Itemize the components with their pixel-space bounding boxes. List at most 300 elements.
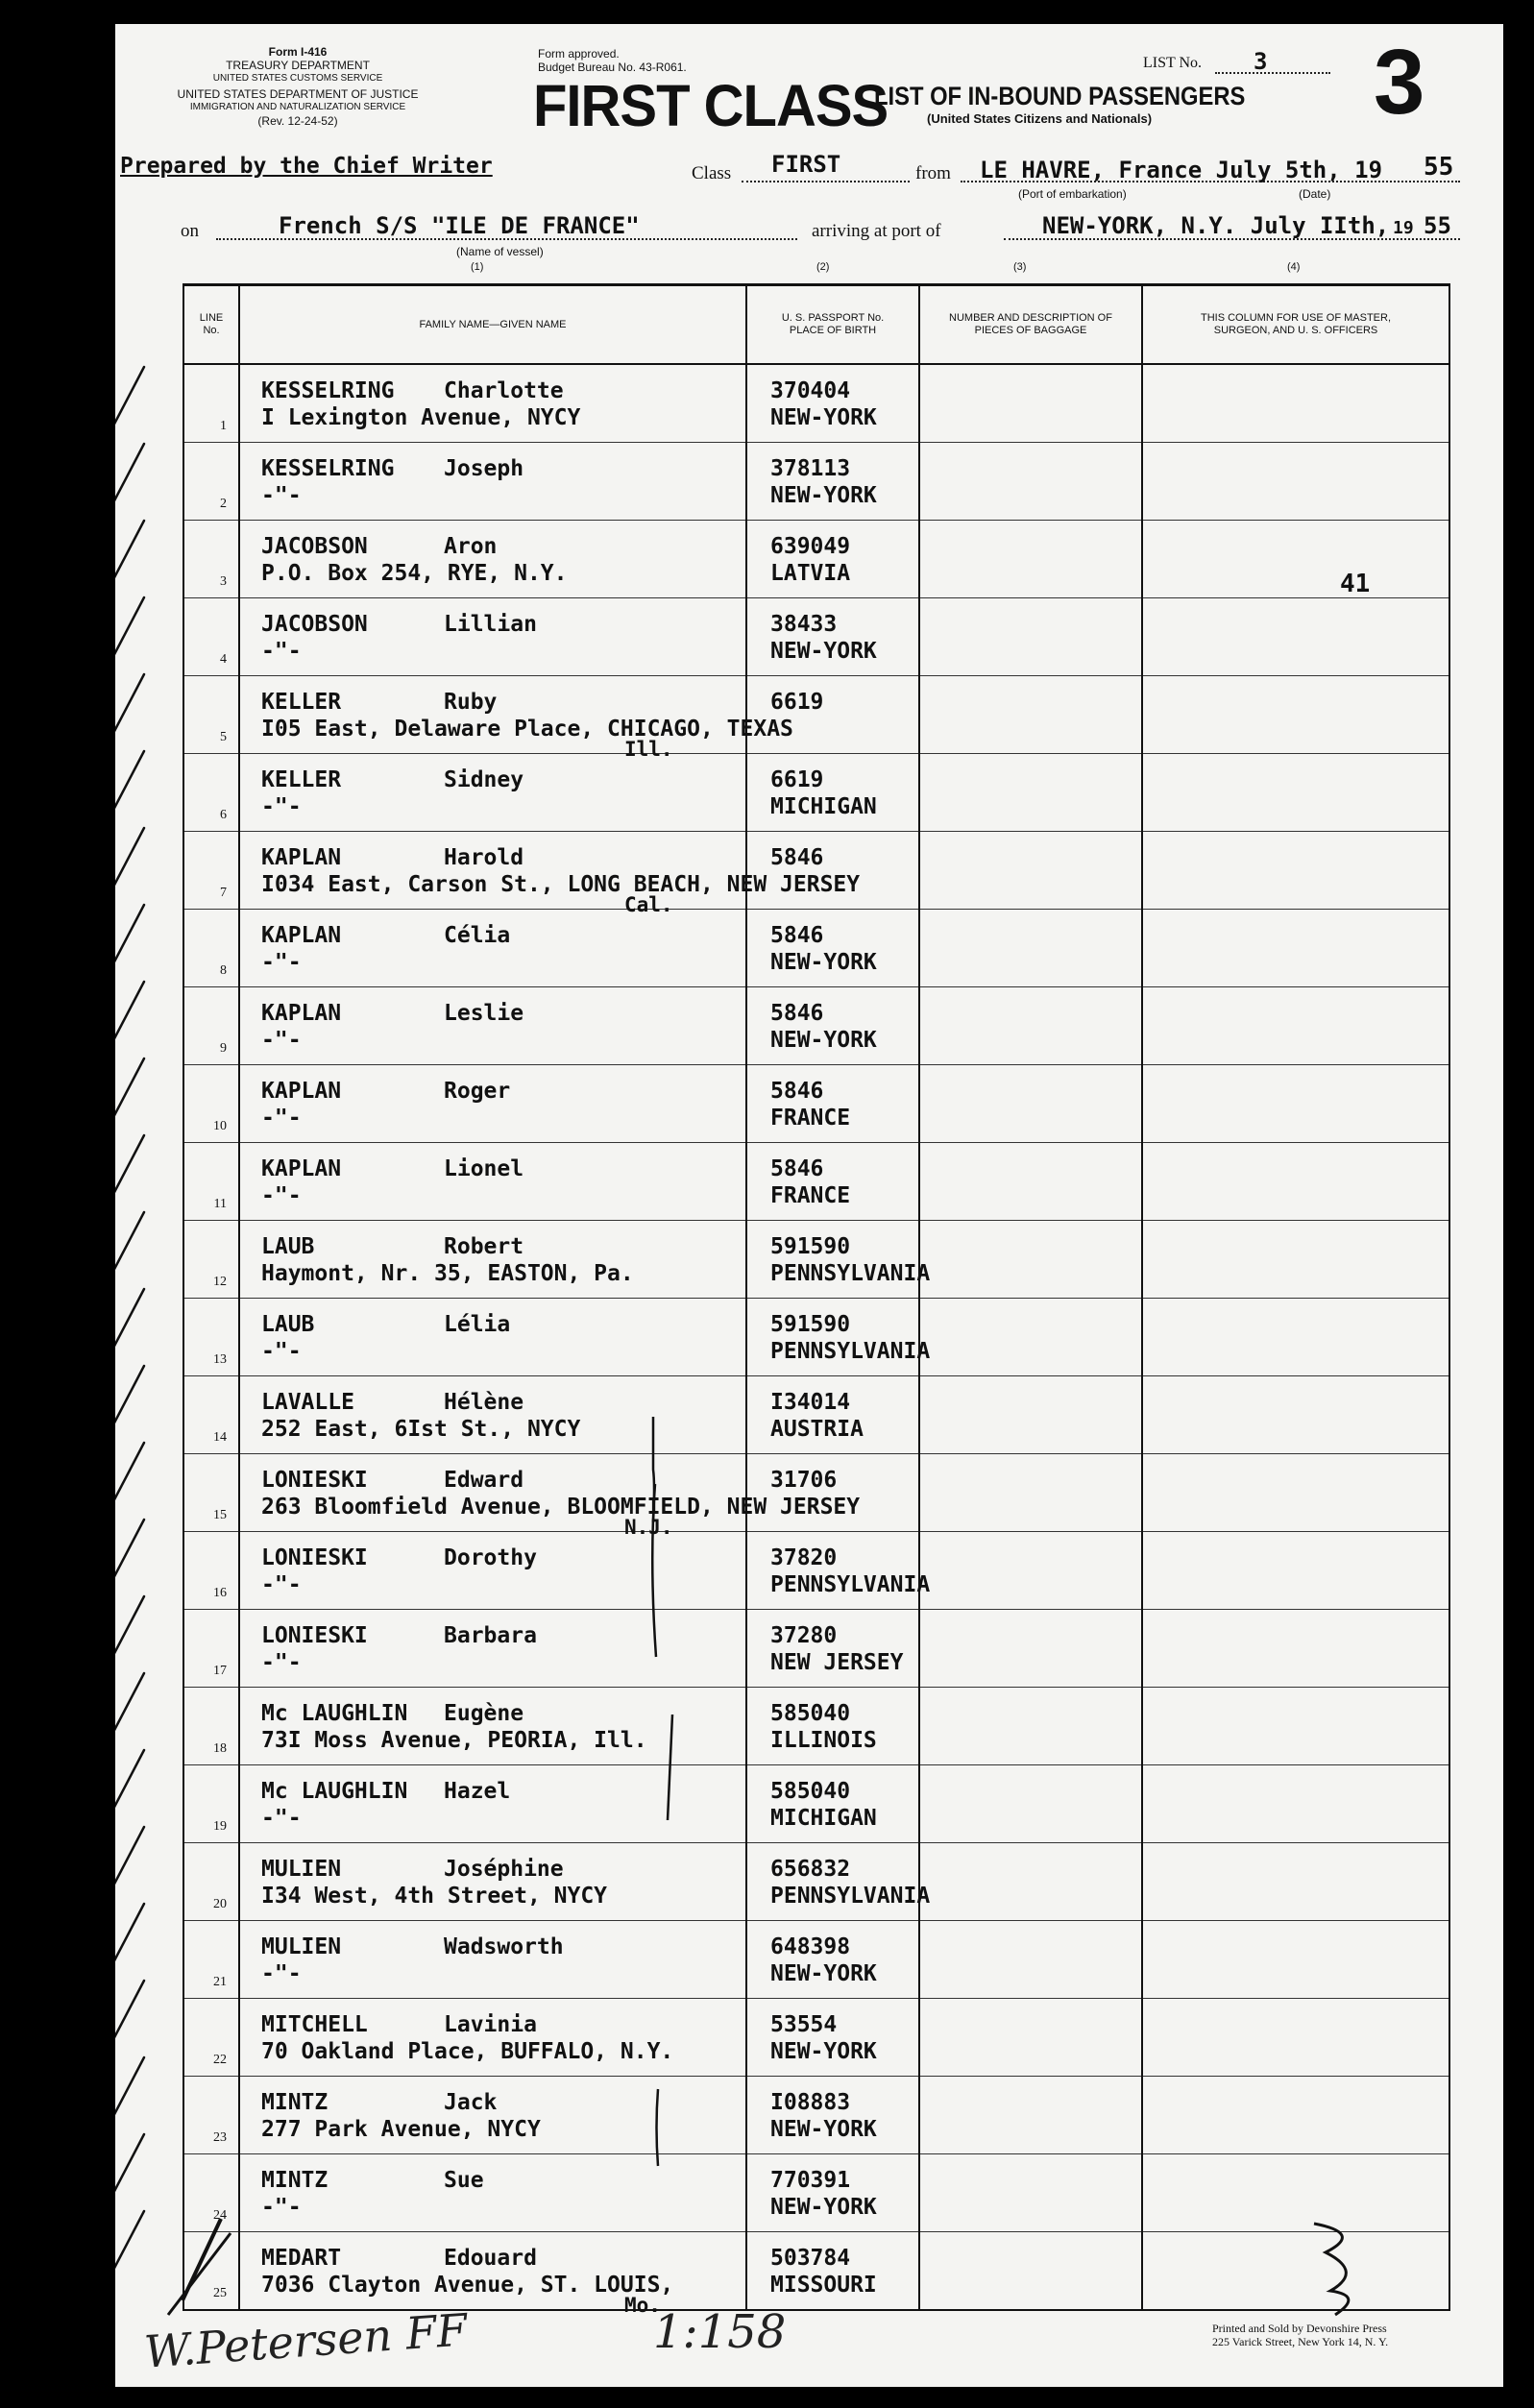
passport-cell (746, 1921, 919, 1999)
passport-number: 585040 (770, 1701, 851, 1726)
passport-number: 5846 (770, 1156, 824, 1181)
first-class-stamp: FIRST CLASS (533, 73, 889, 139)
passport-number: 591590 (770, 1312, 851, 1337)
binder-hole (48, 1585, 88, 1625)
line-number: 19 (213, 1819, 227, 1834)
family-name: KELLER (261, 690, 342, 715)
address: -"- (261, 794, 302, 819)
passport-number: 591590 (770, 1234, 851, 1259)
passport-cell (746, 598, 919, 676)
officers-cell (1142, 1688, 1449, 1765)
given-name: Sidney (444, 767, 524, 792)
check-mark (115, 1673, 144, 1738)
arrival-year-prefix: 19 (1393, 218, 1414, 238)
given-name: Leslie (444, 1001, 524, 1026)
given-name: Barbara (444, 1623, 537, 1648)
form-approved: Form approved. (538, 47, 620, 61)
form-subtitle: (United States Citizens and Nationals) (927, 111, 1153, 126)
dept-customs: UNITED STATES CUSTOMS SERVICE (212, 73, 383, 84)
address-state: Ill. (624, 738, 673, 761)
passport-cell (746, 754, 919, 832)
line-number: 17 (213, 1664, 227, 1678)
baggage-cell (919, 2077, 1142, 2154)
name-cell (239, 1765, 746, 1843)
passenger-row (183, 987, 1449, 1065)
place-of-birth: PENNSYLVANIA (770, 1261, 931, 1286)
embarkation-year: 55 (1424, 153, 1454, 182)
port-caption: (Port of embarkation) (1018, 187, 1127, 201)
passport-number: 5846 (770, 1001, 824, 1026)
officers-cell (1142, 1065, 1449, 1143)
name-cell (239, 598, 746, 676)
officers-cell (1142, 443, 1449, 521)
line-number-cell (183, 754, 239, 832)
passport-number: 378113 (770, 456, 851, 481)
baggage-cell (919, 1765, 1142, 1843)
form-id-block (173, 45, 423, 128)
passport-cell (746, 676, 919, 754)
address: I05 East, Delaware Place, CHICAGO, TEXAS (261, 717, 793, 742)
check-mark (115, 1520, 144, 1584)
passenger-row (183, 1454, 1449, 1532)
dept-ins: IMMIGRATION AND NATURALIZATION SERVICE (189, 102, 406, 112)
given-name: Hélène (444, 1390, 524, 1415)
check-mark (115, 1596, 144, 1661)
address-state: Cal. (624, 893, 673, 916)
officers-cell (1142, 1921, 1449, 1999)
officers-cell (1142, 1454, 1449, 1532)
family-name: LONIESKI (261, 1468, 368, 1493)
given-name: Eugène (444, 1701, 524, 1726)
arriving-label: arriving at port of (812, 221, 941, 241)
family-name: Mc LAUGHLIN (261, 1779, 408, 1804)
family-name: LAUB (261, 1312, 315, 1337)
table-header-row (183, 285, 1449, 365)
line-number-cell (183, 1454, 239, 1532)
line-number-cell (183, 1143, 239, 1221)
check-mark (115, 1904, 144, 1968)
passport-number: 656832 (770, 1857, 851, 1882)
line-number: 1 (220, 419, 227, 433)
name-cell (239, 443, 746, 521)
baggage-cell (919, 2154, 1142, 2232)
baggage-cell (919, 1376, 1142, 1454)
passenger-row (183, 2154, 1449, 2232)
place-of-birth: MICHIGAN (770, 1806, 877, 1831)
passenger-row (183, 1299, 1449, 1376)
address: -"- (261, 1339, 302, 1364)
dept-treasury: TREASURY DEPARTMENT (226, 59, 370, 72)
place-of-birth: FRANCE (770, 1183, 851, 1208)
passenger-row (183, 443, 1449, 521)
line-number-cell (183, 910, 239, 987)
baggage-cell (919, 364, 1142, 443)
line-number-cell (183, 2154, 239, 2232)
address: -"- (261, 1572, 302, 1597)
form-sheet (115, 24, 1503, 2387)
given-name: Robert (444, 1234, 524, 1259)
line-number: 11 (213, 1197, 227, 1211)
address: -"- (261, 2195, 302, 2220)
officers-cell (1142, 754, 1449, 832)
line-number-cell (183, 2232, 239, 2311)
family-name: MITCHELL (261, 2012, 368, 2037)
passenger-row (183, 1221, 1449, 1299)
name-cell (239, 1999, 746, 2077)
form-number: Form I-416 (268, 45, 328, 59)
given-name: Ruby (444, 690, 498, 715)
given-name: Célia (444, 923, 511, 948)
check-mark (115, 1135, 144, 1200)
officers-cell (1142, 1610, 1449, 1688)
family-name: MULIEN (261, 1934, 342, 1959)
line-number-cell (183, 443, 239, 521)
arrival-port-value: NEW-YORK, N.Y. July IIth, (1042, 212, 1390, 239)
line-number-cell (183, 832, 239, 910)
family-name: Mc LAUGHLIN (261, 1701, 408, 1726)
line-number-cell (183, 1610, 239, 1688)
name-cell (239, 1376, 746, 1454)
place-of-birth: NEW-YORK (770, 1961, 877, 1986)
check-mark (115, 521, 144, 585)
passenger-row (183, 1765, 1449, 1843)
place-of-birth: LATVIA (770, 561, 851, 586)
check-mark (115, 2057, 144, 2122)
line-number: 5 (220, 730, 227, 744)
address-state: N.J. (624, 1516, 673, 1539)
passenger-row (183, 2232, 1449, 2311)
line-number: 9 (220, 1041, 227, 1056)
check-mark (115, 828, 144, 892)
name-cell (239, 676, 793, 761)
passenger-row (183, 521, 1449, 598)
address: Haymont, Nr. 35, EASTON, Pa. (261, 1261, 634, 1286)
passport-number: I34014 (770, 1390, 851, 1415)
baggage-cell (919, 521, 1142, 598)
passport-number: 6619 (770, 690, 824, 715)
line-number-cell (183, 676, 239, 754)
line-number-cell (183, 987, 239, 1065)
col-marker-2: (2) (816, 261, 830, 273)
class-underline (742, 181, 910, 182)
given-name: Lélia (444, 1312, 511, 1337)
line-number: 16 (213, 1586, 227, 1600)
passport-number: 53554 (770, 2012, 838, 2037)
name-cell (239, 1221, 746, 1299)
passport-cell (746, 1376, 919, 1454)
line-number: 14 (213, 1430, 227, 1445)
baggage-cell (919, 1921, 1142, 1999)
passport-cell (746, 1454, 919, 1532)
place-of-birth: MISSOURI (770, 2273, 877, 2298)
col-header-line: LINE No. (183, 285, 239, 365)
officers-cell (1142, 1299, 1449, 1376)
name-cell (239, 2077, 746, 2154)
col-marker-3: (3) (1013, 261, 1027, 273)
arrival-year: 55 (1424, 212, 1451, 239)
col-header-baggage: NUMBER AND DESCRIPTION OF PIECES OF BAGGAGE (919, 285, 1142, 365)
given-name: Wadsworth (444, 1934, 564, 1959)
passenger-row (183, 1532, 1449, 1610)
line-number: 20 (213, 1897, 227, 1911)
line-number: 10 (213, 1119, 227, 1133)
passport-cell (746, 1532, 931, 1610)
check-mark (115, 444, 144, 508)
binder-hole (48, 1186, 88, 1227)
passenger-row (183, 1999, 1449, 2077)
check-mark (115, 2134, 144, 2199)
line-number-cell (183, 1843, 239, 1921)
printer-line-1: Printed and Sold by Devonshire Press (1212, 2322, 1387, 2335)
check-mark (115, 982, 144, 1046)
passenger-row (183, 832, 1449, 910)
passenger-row (183, 364, 1449, 443)
baggage-cell (919, 1610, 1142, 1688)
line-number: 3 (220, 574, 227, 589)
family-name: KAPLAN (261, 923, 342, 948)
class-label: Class (692, 163, 732, 183)
given-name: Lionel (444, 1156, 524, 1181)
big-list-number: 3 (1374, 31, 1425, 134)
on-label: on (181, 221, 199, 241)
officers-cell (1142, 910, 1449, 987)
officers-cell (1142, 676, 1449, 754)
date-caption: (Date) (1299, 187, 1331, 201)
line-number: 4 (220, 652, 227, 667)
passport-cell (746, 1610, 919, 1688)
family-name: MULIEN (261, 1857, 342, 1882)
name-cell (239, 987, 746, 1065)
check-mark (115, 905, 144, 969)
list-number-value: 3 (1254, 48, 1268, 75)
vessel-caption: (Name of vessel) (456, 245, 544, 258)
baggage-cell (919, 987, 1142, 1065)
baggage-cell (919, 676, 1142, 754)
officers-cell (1142, 1221, 1449, 1299)
name-cell (239, 1921, 746, 1999)
given-name: Jack (444, 2090, 498, 2115)
name-cell (239, 910, 746, 987)
line-number: 25 (213, 2286, 227, 2300)
family-name: JACOBSON (261, 612, 368, 637)
baggage-cell (919, 1299, 1142, 1376)
family-name: LONIESKI (261, 1545, 368, 1570)
line-number-cell (183, 1688, 239, 1765)
passport-number: 585040 (770, 1779, 851, 1804)
officers-cell (1142, 987, 1449, 1065)
line-number: 6 (220, 808, 227, 822)
family-name: MINTZ (261, 2168, 329, 2193)
baggage-cell (919, 2232, 1142, 2311)
place-of-birth: PENNSYLVANIA (770, 1339, 931, 1364)
baggage-cell (919, 1065, 1142, 1143)
col-header-officers: THIS COLUMN FOR USE OF MASTER, SURGEON, AND U. S. OFFICERS (1142, 285, 1449, 365)
officers-cell (1142, 1999, 1449, 2077)
line-number-cell (183, 364, 239, 443)
address: -"- (261, 1106, 302, 1131)
family-name: JACOBSON (261, 534, 368, 559)
family-name: KESSELRING (261, 456, 395, 481)
address: -"- (261, 1028, 302, 1053)
check-mark (115, 1443, 144, 1507)
passport-cell (746, 1221, 931, 1299)
address: 252 East, 6Ist St., NYCY (261, 1417, 581, 1442)
line-number: 24 (213, 2208, 227, 2223)
embarkation-value: LE HAVRE, France July 5th, 19 (980, 157, 1383, 183)
passport-cell (746, 1065, 919, 1143)
check-mark (115, 674, 144, 739)
line-number-cell (183, 1376, 239, 1454)
binder-hole (48, 1724, 88, 1764)
address: -"- (261, 1806, 302, 1831)
line-number: 8 (220, 963, 227, 978)
officers-cell (1142, 832, 1449, 910)
passport-number: 5846 (770, 845, 824, 870)
line-number-cell (183, 1921, 239, 1999)
name-cell (239, 754, 746, 832)
check-mark (115, 1058, 144, 1123)
place-of-birth: NEW JERSEY (770, 1650, 904, 1675)
passenger-row (183, 2077, 1449, 2154)
name-cell (239, 1843, 746, 1921)
family-name: KAPLAN (261, 1001, 342, 1026)
given-name: Roger (444, 1079, 511, 1104)
line-number-cell (183, 521, 239, 598)
family-name: KELLER (261, 767, 342, 792)
from-label: from (915, 163, 951, 183)
place-of-birth: NEW-YORK (770, 2117, 877, 2142)
line-number-cell (183, 598, 239, 676)
baggage-cell (919, 1454, 1142, 1532)
baggage-cell (919, 1532, 1142, 1610)
address: -"- (261, 483, 302, 508)
passport-number: 31706 (770, 1468, 838, 1493)
passenger-row (183, 1376, 1449, 1454)
family-name: LAVALLE (261, 1390, 354, 1415)
name-cell (239, 364, 746, 443)
line-number: 13 (213, 1352, 227, 1367)
baggage-cell (919, 1221, 1142, 1299)
binder-hole (48, 88, 88, 129)
baggage-cell (919, 1843, 1142, 1921)
family-name: KAPLAN (261, 1079, 342, 1104)
check-mark (115, 1981, 144, 2045)
name-cell (239, 2154, 746, 2232)
family-name: MINTZ (261, 2090, 329, 2115)
line-number: 2 (220, 497, 227, 511)
passport-cell (746, 364, 919, 443)
binder-hole (48, 255, 88, 295)
printer-line-2: 225 Varick Street, New York 14, N. Y. (1212, 2335, 1389, 2348)
place-of-birth: NEW-YORK (770, 405, 877, 430)
given-name: Lillian (444, 612, 537, 637)
passport-number: 5846 (770, 923, 824, 948)
place-of-birth: PENNSYLVANIA (770, 1572, 931, 1597)
address: -"- (261, 1183, 302, 1208)
check-mark (115, 1212, 144, 1277)
officer-signature: W.Petersen FF (142, 2303, 470, 2378)
passport-cell (746, 1688, 919, 1765)
passport-number: I08883 (770, 2090, 851, 2115)
officers-cell (1142, 521, 1449, 598)
check-mark (115, 1827, 144, 1891)
passenger-row (183, 676, 1449, 754)
passport-number: 5846 (770, 1079, 824, 1104)
passenger-row (183, 1843, 1449, 1921)
line-number: 7 (220, 886, 227, 900)
officers-cell (1142, 2154, 1449, 2232)
check-mark (115, 2211, 144, 2275)
handwritten-note: 1:158 (653, 2305, 787, 2359)
place-of-birth: FRANCE (770, 1106, 851, 1131)
passport-number: 37820 (770, 1545, 838, 1570)
passport-number: 38433 (770, 612, 838, 637)
list-number-label: LIST No. (1143, 55, 1203, 71)
given-name: Charlotte (444, 378, 564, 403)
vessel-name: French S/S "ILE DE FRANCE" (279, 212, 640, 239)
col-marker-4: (4) (1287, 261, 1301, 273)
place-of-birth: PENNSYLVANIA (770, 1884, 931, 1909)
col-header-passport: U. S. PASSPORT No. PLACE OF BIRTH (746, 285, 919, 365)
line-number-cell (183, 1999, 239, 2077)
line-number-cell (183, 2077, 239, 2154)
line-number-cell (183, 1221, 239, 1299)
officers-cell (1142, 1532, 1449, 1610)
passport-cell (746, 1299, 931, 1376)
passport-number: 770391 (770, 2168, 851, 2193)
place-of-birth: NEW-YORK (770, 639, 877, 664)
address: -"- (261, 1961, 302, 1986)
given-name: Harold (444, 845, 524, 870)
passport-number: 37280 (770, 1623, 838, 1648)
passport-cell (746, 1143, 919, 1221)
officers-cell (1142, 1765, 1449, 1843)
officers-cell (1142, 598, 1449, 676)
address: 263 Bloomfield Avenue, BLOOMFIELD, NEW JERSEY (261, 1495, 861, 1520)
passenger-row (183, 1921, 1449, 1999)
name-cell (239, 2232, 746, 2317)
passport-cell (746, 443, 919, 521)
form-revision: (Rev. 12-24-52) (257, 114, 338, 128)
family-name: KAPLAN (261, 1156, 342, 1181)
binder-hole (48, 793, 88, 834)
passport-number: 6619 (770, 767, 824, 792)
place-of-birth: AUSTRIA (770, 1417, 864, 1442)
address: 73I Moss Avenue, PEORIA, Ill. (261, 1728, 647, 1753)
given-name: Lavinia (444, 2012, 537, 2037)
given-name: Sue (444, 2168, 484, 2193)
family-name: KAPLAN (261, 845, 342, 870)
place-of-birth: ILLINOIS (770, 1728, 877, 1753)
name-cell (239, 1143, 746, 1221)
passenger-row (183, 1610, 1449, 1688)
place-of-birth: NEW-YORK (770, 2195, 877, 2220)
binder-hole (48, 653, 88, 693)
baggage-cell (919, 598, 1142, 676)
passport-cell (746, 2154, 919, 2232)
check-mark (115, 367, 144, 431)
passenger-row (183, 910, 1449, 987)
place-of-birth: MICHIGAN (770, 794, 877, 819)
baggage-cell (919, 754, 1142, 832)
address-state: Mo. (624, 2294, 661, 2317)
passport-cell (746, 2232, 919, 2311)
line-number: 18 (213, 1741, 227, 1756)
given-name: Joseph (444, 456, 524, 481)
check-mark (115, 1289, 144, 1353)
prepared-by: Prepared by the Chief Writer (120, 154, 493, 179)
address: -"- (261, 1650, 302, 1675)
